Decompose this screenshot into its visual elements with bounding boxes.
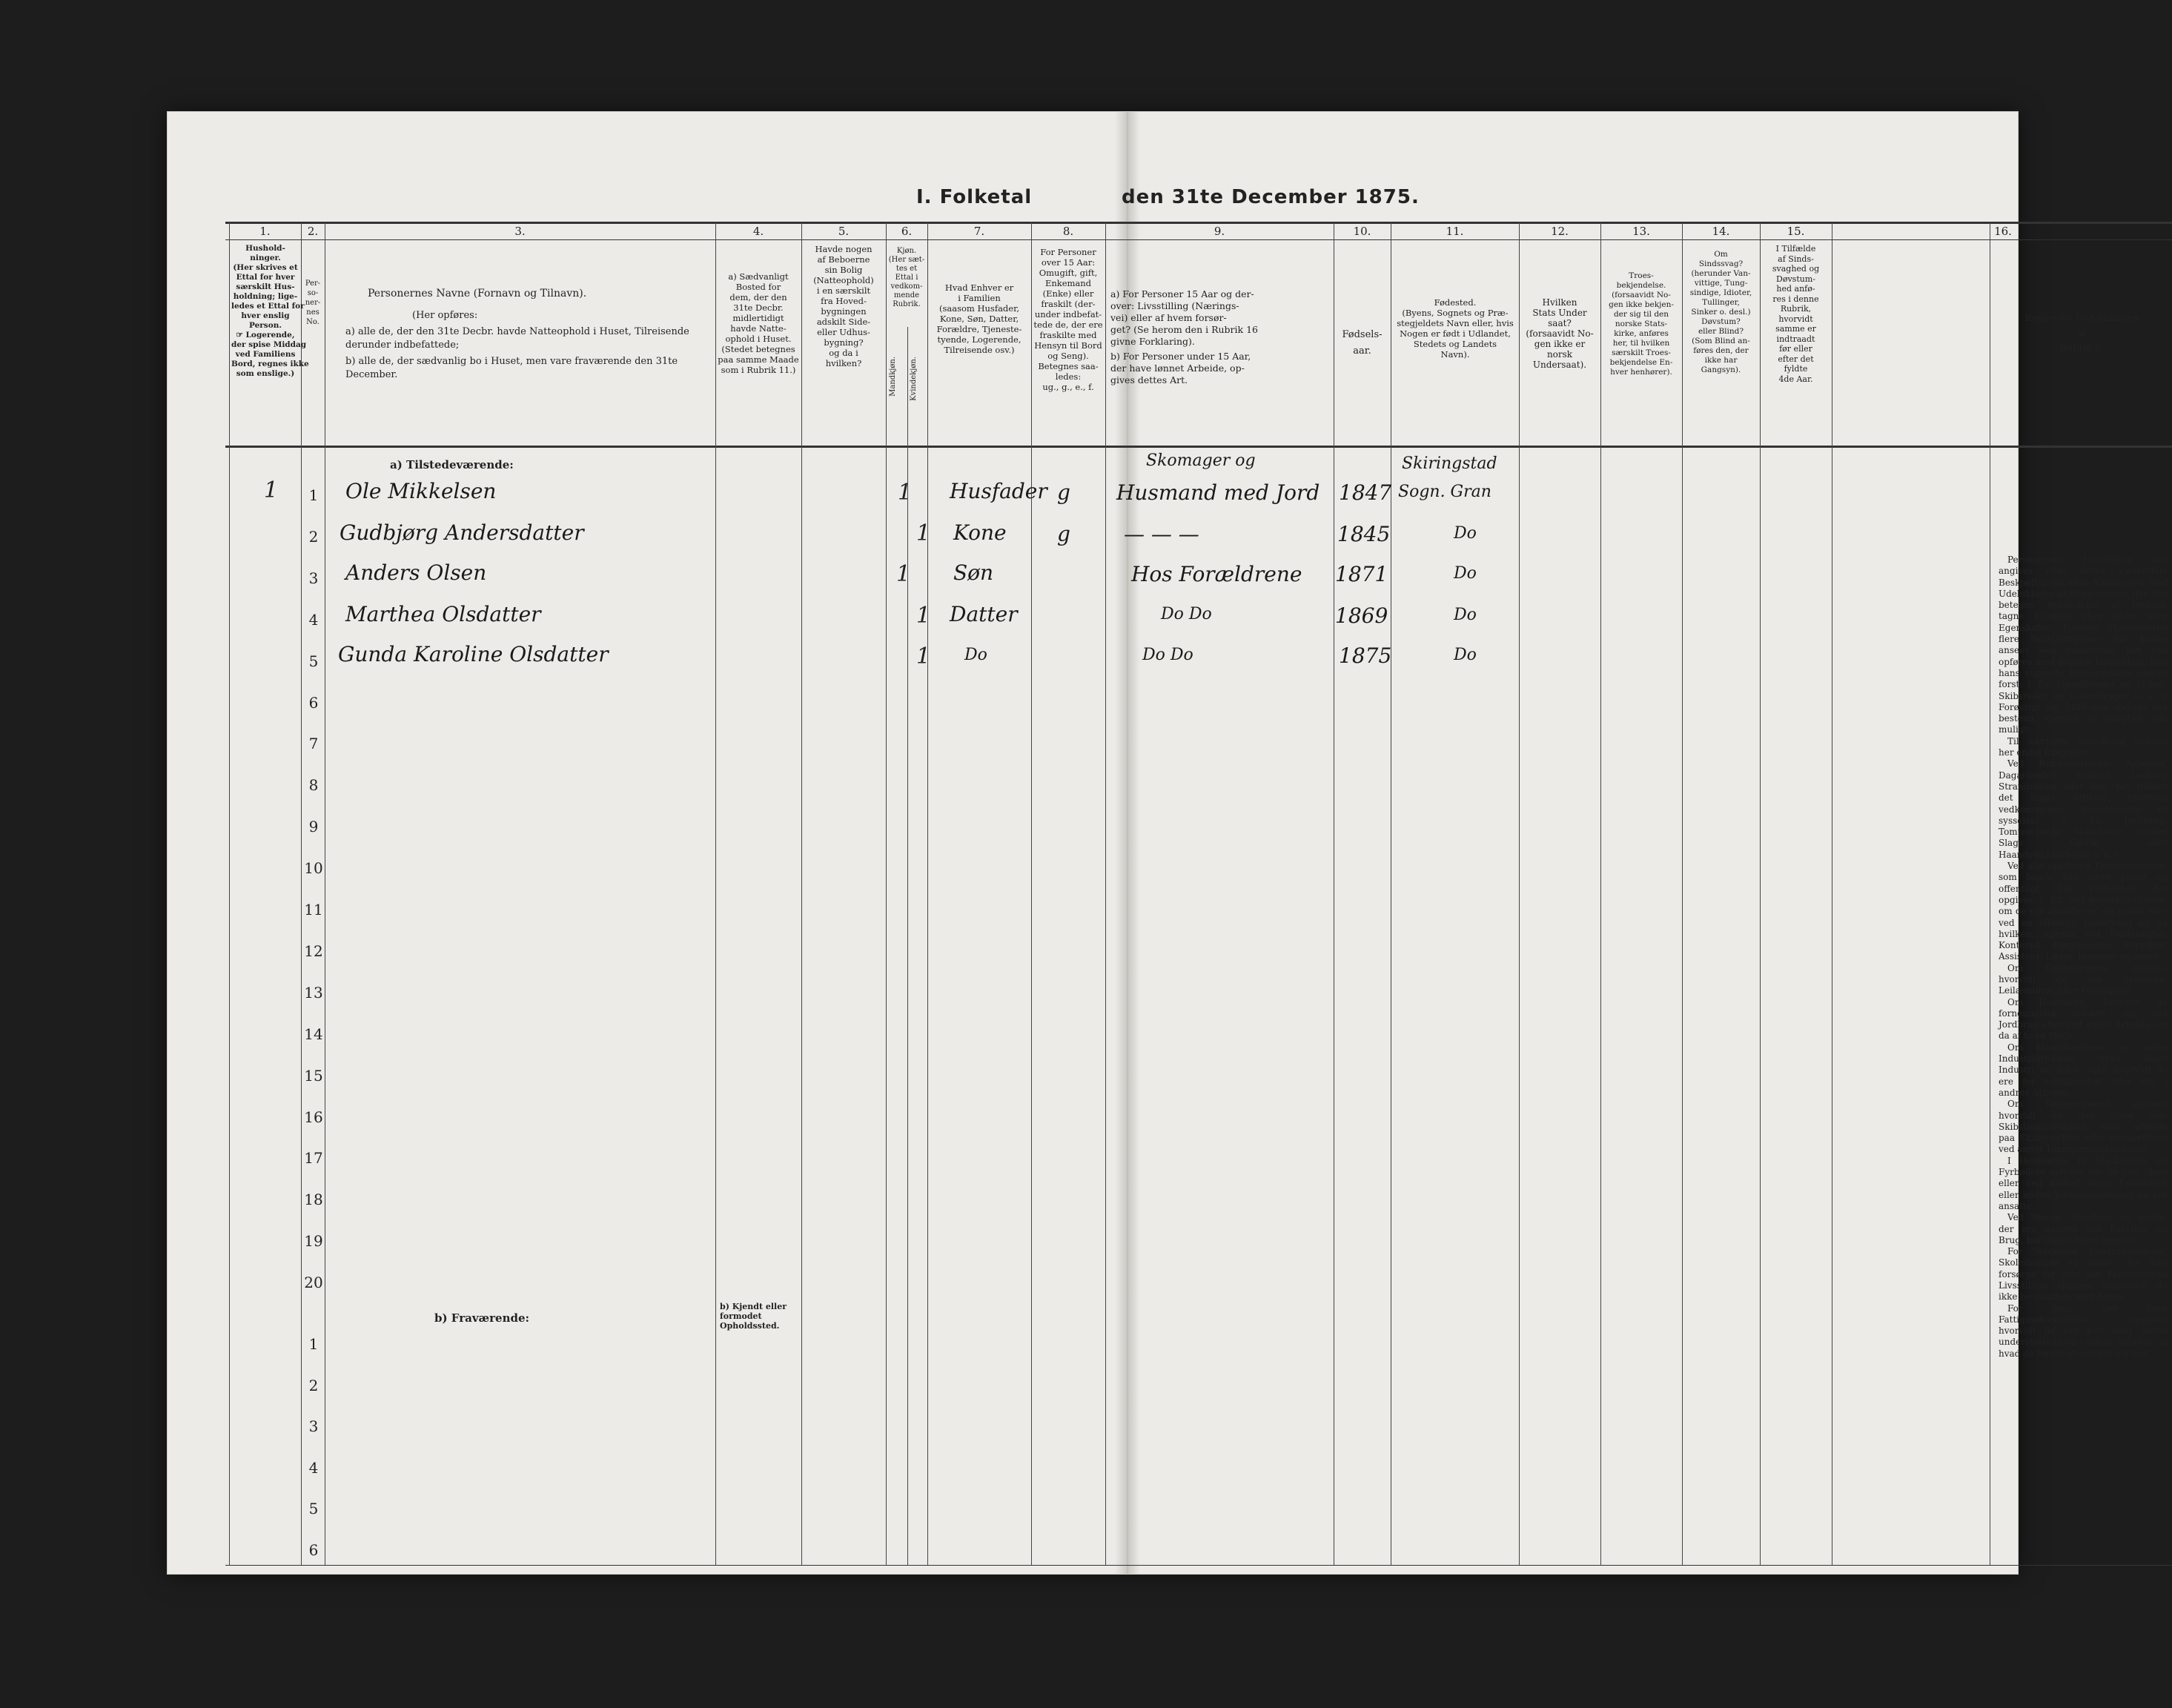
row-number: 20 (304, 1274, 323, 1292)
role-4: Datter (950, 602, 1018, 626)
title-left: I. Folketal (916, 186, 1033, 208)
header-sex: Kjøn. (Her sæt- tes et Ettal i vedkom- mende Rubrik. (888, 247, 925, 308)
colnum-15: 15. (1787, 225, 1805, 238)
colnum-10: 10. (1353, 225, 1371, 238)
header-rules: Regler for Udfyldningen af Rubrik 9. (2024, 312, 2139, 353)
header-names-sub: (Her opføres: (412, 310, 478, 321)
col-line (1031, 222, 1032, 1565)
header-birthplace: Fødested. (Byens, Sognets og Præ- stegjeldets Navn eller, hvis Nogen er født i Udlandet, Stedets og Landets Navn). (1397, 297, 1514, 360)
row-number: 16 (304, 1108, 323, 1126)
rules-paragraph: I Henseende til Maskinister og Fyrbødere oplyses, om de fare tilsøs eller ved hvilket Slags Fabrikdrift eller anden Virksomhedsgren de ere ansatte. (1999, 1155, 2168, 1211)
sex-female-4: 1 (916, 603, 931, 629)
section-absent: b) Fraværende: (434, 1311, 530, 1325)
entry-name-4: Marthea Olsdatter (345, 602, 541, 626)
col-line (1519, 222, 1520, 1565)
rules-paragraph: Personernes Livsstilling bør angives efter deres væsentlige Beskjæftigelse eller Næringsvei med Udelukkelse af Benævnelser, der kun betegne Beklædelse af Ombud, tagne Examina eller andre ydre Egenskaber. Forener Skatteyderen flere Beskjæftigelser, der kunne ansees som væsentlige, bør han opføres med dobbelt Livsstilling, idet hans vigtigste Erhvervskilde sættes forst; f. Ex. Gaardbruger og Fisker; Skibsreder og Gaardbruger o. s. v. Forøvrigt bør Stillingen opgives saa bestemt, specielt og nøiagtigt som muligt. (1999, 555, 2168, 735)
header-households: Hushold- ninger. (Her skrives et Ettal for hver særskilt Hus- holdning; lige- ledes et Ettal for hver enslig Person. ☞ Logerende, der spise Middag ved Familiens Bord, regnes ikke som enslige.) (231, 244, 309, 378)
birthplace-2: Do (1454, 524, 1477, 543)
rules-paragraph: Ved Benævnelserne: Arbeider, Dagarbeider, Inderst, Løskarl, Strandsidder eller lign. bør tilføies det Slags Arbeide, hvormed vedkommende hovedsagelig er sysselsat; f. Ex. Jordbrug, Tomtearbeide, Veiarbeide, hvilket Slags Fabrik- eller Haandværksarbeide o. s. v. (1999, 758, 2168, 860)
col-line (1600, 222, 1601, 1565)
birthplace-1: Sogn. Gran (1398, 483, 1491, 501)
entry-name-2: Gudbjørg Andersdatter (340, 520, 584, 545)
header-religion: Troes- bekjendelse. (forsaavidt No- gen ikke bekjen- der sig til den norske Stats- kirke, anføres her, til hvilken særskilt Troes- bekjendelse En- hver henhører). (1609, 271, 1674, 377)
row-number: 13 (304, 983, 323, 1002)
colnum-8: 8. (1062, 225, 1074, 238)
entry-name-3: Anders Olsen (345, 560, 487, 585)
sex-male-1: 1 (898, 480, 913, 506)
col-line (715, 222, 716, 1565)
row-number-absent: 2 (308, 1376, 319, 1394)
year-2: 1845 (1337, 522, 1391, 546)
row-number: 7 (308, 735, 319, 753)
entry-name-5: Gunda Karoline Olsdatter (338, 642, 609, 666)
bottom-rule (225, 1565, 2172, 1566)
row-number: 18 (304, 1191, 323, 1209)
colnum-16: 16. (1994, 225, 2012, 238)
row-number-absent: 1 (308, 1335, 319, 1353)
row-number-absent: 5 (308, 1500, 319, 1517)
header-occupation-b: b) For Personer under 15 Aar, der have lønnet Arbeide, op- gives dettes Art. (1110, 351, 1251, 385)
rules-text (1999, 555, 2168, 1360)
birthplace-top-1: Skiringstad (1402, 454, 1497, 473)
rules-paragraph: For dem, der have Fattigunderstøttelse, opgives, hvorvidt de ere helt eller delvis understøttede og i sidste Tilfælde, af hvad de forøvrigt ernære sig ved. (1999, 1302, 2168, 1359)
header-person-no: Per- so- ner- nes No. (305, 279, 321, 326)
colnum-3: 3. (514, 225, 526, 238)
role-1: Husfader (950, 479, 1047, 503)
census-sheet (167, 111, 2168, 1575)
header-civil-status: For Personer over 15 Aar: Omugift, gift, Enkemand (Enke) eller fraskilt (der- under indbefat- tede de, der ere fraskilte med Hensyn til Bord og Seng). Betegnes saa- ledes: ug., g., e., f. (1033, 247, 1103, 392)
header-onset: I Tilfælde af Sinds- svaghed og Døvstum- hed anfø- res i denne Rubrik, hvorvidt samme er indtraadt før eller efter det fyldte 4de Aar. (1772, 244, 1820, 384)
col-line (1105, 222, 1106, 1565)
colnum-14: 14. (1712, 225, 1730, 238)
household-mark: 1 (264, 477, 279, 503)
row-number: 4 (308, 610, 319, 629)
row-number: 14 (304, 1025, 323, 1043)
sex-female-5: 1 (916, 643, 931, 669)
colnum-4: 4. (752, 225, 764, 238)
row-number: 9 (308, 818, 319, 836)
header-disability: Om Sindssvag? (herunder Van- vittige, Tung- sindige, Idioter, Tullinger, Sinker o. desl.) Døvstum? eller Blind? (Som Blind an- føres den, der ikke har Gangsyn). (1689, 250, 1752, 374)
sex-female-2: 1 (916, 520, 931, 546)
colnum-2: 2. (307, 225, 319, 238)
birthplace-5: Do (1454, 646, 1477, 664)
role-3: Søn (953, 560, 994, 585)
colnum-5: 5. (838, 225, 850, 238)
header-citizenship: Hvilken Stats Under saat? (forsaavidt No- gen ikke er norsk Undersaat). (1526, 297, 1594, 370)
occupation-3: Hos Forældrene (1131, 562, 1302, 586)
year-5: 1875 (1339, 643, 1392, 668)
birthplace-4: Do (1454, 606, 1477, 624)
row-number: 17 (304, 1149, 323, 1168)
rules-paragraph: Ved alle saadanne Tjenesteforhold, som baade kan være privat og offentligt, bør Forholdets Art opgives, t. Ex. ved Regnskabsførere, om de ere ansatte ved en privat eller ved en offentlig Indretning og da hvilken; ligesaa ved Fuldmægtig, Kontorist, Opsynsmand, Forvalter, Assistent, Lærer, Ingeniør og andre. (1999, 861, 2168, 962)
header-residence: a) Sædvanligt Bosted for dem, der den 31te Decbr. midlertidigt havde Natte- ophold i Huset. (Stedet betegnes paa samme Maade som i Rubrik 11.) (718, 271, 799, 375)
section-absent-residence: b) Kjendt eller formodet Opholdssted. (720, 1302, 787, 1331)
civil-1: g (1057, 480, 1070, 505)
occupation-1: Husmand med Jord (1116, 480, 1320, 505)
rules-paragraph: Ved Smede, Snedkere og andre, der ere ansatte ved Fabriker og Brug, bør disses Navn opgives. (1999, 1212, 2168, 1245)
year-1: 1847 (1339, 480, 1392, 505)
colnum-9: 9. (1214, 225, 1225, 238)
sex-male-3: 1 (896, 561, 911, 587)
header-sex-female: Kvindekjøn. (910, 357, 918, 401)
colnum-7: 7. (973, 225, 985, 238)
entry-name-1: Ole Mikkelsen (345, 479, 497, 503)
civil-2: g (1057, 522, 1070, 546)
colnum-12: 12. (1551, 225, 1569, 238)
header-rule (225, 446, 2172, 448)
row-number: 2 (308, 527, 319, 546)
row-number: 12 (304, 941, 323, 960)
header-sex-male: Mandkjøn. (889, 357, 897, 397)
year-4: 1869 (1335, 603, 1388, 628)
col-line (927, 222, 928, 1565)
col-line (1682, 222, 1683, 1565)
col-line (801, 222, 802, 1565)
col-line (886, 222, 887, 1565)
colnum-1: 1. (259, 225, 271, 238)
colnum-rule (225, 239, 2172, 240)
row-number: 19 (304, 1232, 323, 1251)
header-family-role: Hvad Enhver er i Familien (saasom Husfader, Kone, Søn, Datter, Forældre, Tjeneste- tyende, Logerende, Tilreisende osv.) (936, 282, 1022, 355)
col-line (907, 327, 908, 1565)
rules-paragraph: Om Husmænd, hvorvidt de fornemmelig ernære sig ved Jordbrug eller ved andet Arbeide, og da af hvad Slags. (1999, 996, 2168, 1042)
header-birth-year: Fødsels- aar. (1342, 329, 1383, 357)
row-number: 11 (304, 901, 323, 918)
col-line (1760, 222, 1761, 1565)
row-number-absent: 6 (308, 1540, 319, 1559)
year-3: 1871 (1335, 562, 1388, 586)
occupation-top-1: Skomager og (1146, 451, 1256, 470)
header-names-b: b) alle de, der sædvanlig bo i Huset, men vare fraværende den 31te December. (345, 356, 678, 380)
header-names-a: a) alle de, der den 31te Decbr. havde Natteophold i Huset, Tilreisende derunder indbefattede; (345, 326, 689, 351)
row-number-absent: 3 (308, 1417, 319, 1435)
rules-paragraph: Om Haandværkere og andre Industridrivende, hvad Slags Industri de drive, samt hvorvidt de ere for selvstændigt eller ere i andres Arbeide. (1999, 1042, 2168, 1098)
colnum-6: 6. (901, 225, 913, 238)
role-5: Do (964, 646, 987, 664)
rules-paragraph: Om Tømmermænd oplyses, hvorvidt de fare tilsøs som Skibstømmermænd, eller arbeide paa Skibsværfter, eller beskjæftiges ved andet Tømmermandsarbeide. (1999, 1099, 2168, 1155)
rules-paragraph: Til nærmere Veiledning anføres her endel Exempler: (1999, 735, 2168, 758)
row-number: 3 (308, 569, 319, 587)
rules-paragraph: Om Gaardbrugere oplyses, hvorvidt de ere Selveiere, Leilændinge eller Forpagtere. (1999, 962, 2168, 996)
row-number: 5 (308, 652, 319, 670)
occupation-2: — — — (1124, 522, 1199, 546)
top-rule (225, 222, 2172, 224)
row-number: 10 (304, 859, 323, 878)
header-outbuilding: Havde nogen af Beboerne sin Bolig (Natteophold) i en særskilt fra Hoved- bygningen adskilt Side- eller Udhus- bygning? og da i hvilken? (813, 244, 874, 368)
header-names-title: Personernes Navne (Fornavn og Tilnavn). (368, 288, 587, 299)
colnum-11: 11. (1446, 225, 1464, 238)
role-2: Kone (953, 520, 1007, 545)
col-line (229, 222, 230, 1565)
colnum-13: 13. (1632, 225, 1650, 238)
occupation-4: Do Do (1161, 605, 1212, 623)
rules-paragraph: For Studenter, Landbrugselever, Skoledisciple og andre, der ikke forsørge sig selv, bør Forsørgerens Livsstilling opgives, forsaavidt de ikke bo sammen med denne. (1999, 1246, 2168, 1302)
row-number-absent: 4 (308, 1458, 319, 1477)
title-right: den 31te December 1875. (1122, 186, 1420, 208)
row-number: 1 (308, 486, 319, 504)
occupation-5: Do Do (1142, 646, 1193, 664)
row-number: 8 (308, 776, 319, 795)
row-number: 15 (304, 1066, 323, 1085)
row-number: 6 (308, 693, 319, 712)
header-occupation-a: a) For Personer 15 Aar og der- over: Livsstilling (Nærings- vei) eller af hvem forsør- get? (Se herom den i Rubrik 16 givne Forklaring). (1110, 288, 1258, 347)
birthplace-3: Do (1454, 564, 1477, 583)
section-present: a) Tilstedeværende: (390, 458, 514, 471)
col-line (301, 222, 302, 1565)
